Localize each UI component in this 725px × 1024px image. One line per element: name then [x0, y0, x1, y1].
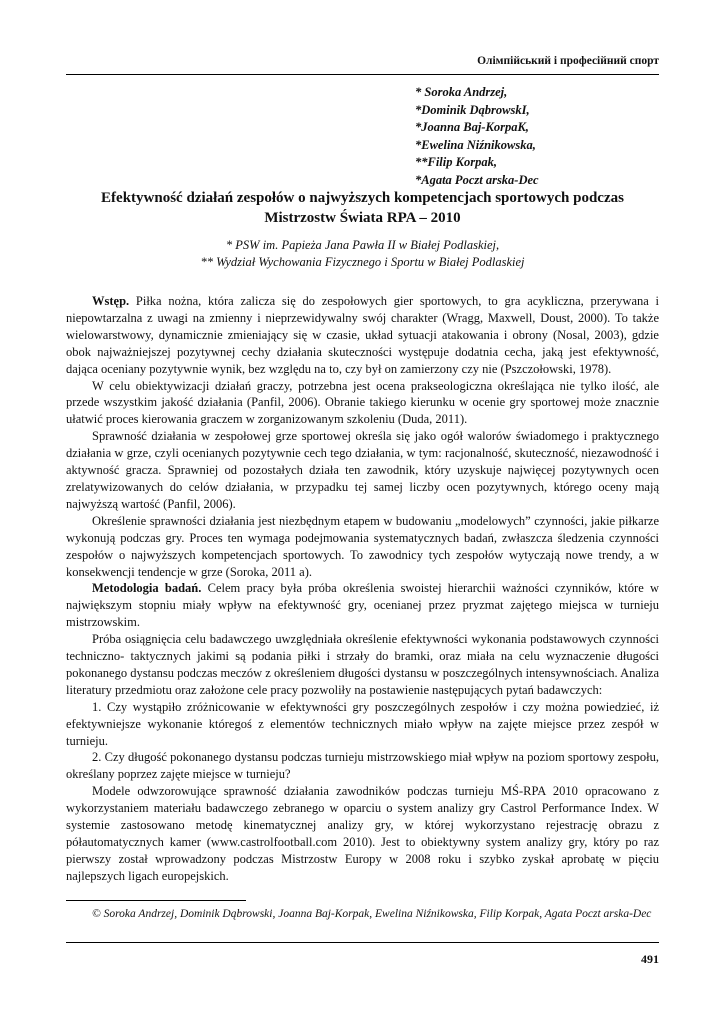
- affiliation-line: * PSW im. Papieża Jana Pawła II w Białej Podlaskiej,: [225, 238, 500, 252]
- journal-header: Олімпійський і професійний спорт: [477, 55, 659, 67]
- paragraph: [66, 428, 659, 513]
- paragraph: [66, 513, 659, 581]
- paper-title: [66, 188, 659, 228]
- header-rule: [66, 74, 659, 75]
- author-line: *Joanna Baj-KorpaK,: [415, 120, 529, 134]
- paragraph-text: Próba osiągnięcia celu badawczego uwzględniała określenie efektywności wykonania podstawowych czynności techniczno- taktycznych jakimi są podania piłki i strzały do bramki, oraz miała na celu wyznaczenie długości pokonanego dystansu podczas meczów z określeniem długości dystansu w poszczególnych intensywnościach. Analiza literatury przedmiotu oraz założone cele pracy pozwoliły na postawienie następujących pytań badawczych:: [66, 632, 659, 697]
- paragraph: [66, 378, 659, 429]
- article-body: [66, 293, 659, 885]
- paragraph: [66, 699, 659, 750]
- paragraph: [66, 783, 659, 884]
- copyright-footnote: © Soroka Andrzej, Dominik Dąbrowski, Joanna Baj-Korpak, Ewelina Niźnikowska, Filip Korpak, Agata Poczt arska-Dec: [92, 908, 652, 920]
- footer-rule: [66, 942, 659, 943]
- paragraph-text: Modele odwzorowujące sprawność działania zawodników podczas turnieju MŚ-RPA 2010 opracowano z wykorzystaniem materiału badawczego zebranego w oparciu o system analizy gry Castrol Performance Index. W systemie zastosowano metodę kinematycznej analizy gry, w której wykorzystano rejestrację obrazu z półautomatycznych kamer (www.castrolfootball.com 2010). Jest to obiektywny system analizy gry, który po raz pierwszy został wprowadzony podczas Mistrzostw Europy w 2008 roku i szybko zyskał aprobatę w pięciu najlepszych ligach europejskich.: [66, 784, 659, 883]
- author-line: * Soroka Andrzej,: [415, 85, 508, 99]
- paragraph-text: Celem pracy była próba określenia swoistej hierarchii ważności czynników, które w największym stopniu miały wpływ na efektywność gry, ocenianej przez pryzmat zajętego miejsca w turnieju mistrzowskim.: [66, 581, 660, 630]
- author-line: *Ewelina Niźnikowska,: [415, 137, 536, 152]
- page-number: 491: [641, 952, 659, 966]
- section-lead: Wstęp.: [92, 294, 130, 308]
- paragraph: [66, 631, 659, 699]
- author-list: [415, 84, 675, 189]
- paragraph: [66, 749, 659, 783]
- author-line: **Filip Korpak,: [415, 155, 497, 169]
- paragraph-text: 1. Czy wystąpiło zróżnicowanie w efektywności gry poszczególnych zespołów i czy można powiedzieć, iż efektywniejsze wykonanie któregoś z elementów technicznych miało wpływ na zajęte miejsce przez zespół w turnieju.: [66, 699, 659, 748]
- title-line: Efektywność działań zespołów o najwyższych kompetencjach sportowych podczas: [101, 190, 624, 206]
- title-line: Mistrzostw Świata RPA – 2010: [264, 210, 461, 226]
- section-lead: Metodologia badań.: [92, 581, 202, 596]
- paragraph-text: Piłka nożna, która zalicza się do zespołowych gier sportowych, to gra acykliczna, przerywana i niepowtarzalna z uwagi na zmienny i nieprzewidywalny swój charakter (Wragg, Maxwell, Doust, 2000). To także wielowarstwowy, dynamicznie zmieniający się w czasie, układ sytuacji atakowania i obrony (Nosal, 2003), gdzie obok najważniejszej pozytywnej cechy działania skuteczności występuje dodatnia cecha, jaką jest efektywność, dająca oceniany pozytywnie wynik, bez względu na to, czy był on zamierzony czy nie (Pszczołowski, 1978).: [66, 294, 659, 376]
- affiliations: [66, 237, 659, 271]
- paragraph-text: W celu obiektywizacji działań graczy, potrzebna jest ocena prakseologiczna określająca nie tylko ilość, ale przede wszystkim jakość działania (Panfil, 2006). Obranie takiego kierunku w ocenie gry sportowej może znacznie ułatwić proces kierowania graczem w zorganizowanym szkoleniu (Duda, 2011).: [66, 378, 659, 427]
- paragraph: [66, 580, 659, 631]
- paragraph-text: Sprawność działania w zespołowej grze sportowej określa się jako ogół walorów świadomego i praktycznego działania w grze, czyli ocenianych pozytywnie cech tego działania, w tym: racjonalność, skuteczność, niezawodność i aktywność gracza. Sprawniej od pozostałych działa ten zawodnik, który uzyskuje najwięcej pozytywnych ocen zrelatywizowanych do celów działania, w przypadku tej samej liczby ocen pozytywnych, którego oceny mają najwyższą wartość (Panfil, 2006).: [66, 429, 659, 511]
- paragraph: [66, 293, 659, 378]
- paragraph-text: 2. Czy długość pokonanego dystansu podczas turnieju mistrzowskiego miał wpływ na poziom sportowy zespołu, określany poprzez zajęte miejsce w turnieju?: [66, 750, 659, 782]
- affiliation-line: ** Wydział Wychowania Fizycznego i Sportu w Białej Podlaskiej: [200, 255, 525, 269]
- footnote-rule: [66, 900, 246, 901]
- author-line: *Agata Poczt arska-Dec: [415, 172, 539, 187]
- author-line: *Dominik DąbrowskI,: [415, 102, 530, 117]
- paragraph-text: Określenie sprawności działania jest niezbędnym etapem w budowaniu „modelowych” czynności, jakie piłkarze wykonują podczas gry. Proces ten wymaga podejmowania systematycznych badań, zwłaszcza śledzenia czynności zespołów o najwyższych kompetencjach sportowych. To zawodnicy tych zespołów wytyczają nowe trendy, a w konsekwencji tendencje w grze (Soroka, 2011 a).: [66, 513, 659, 579]
